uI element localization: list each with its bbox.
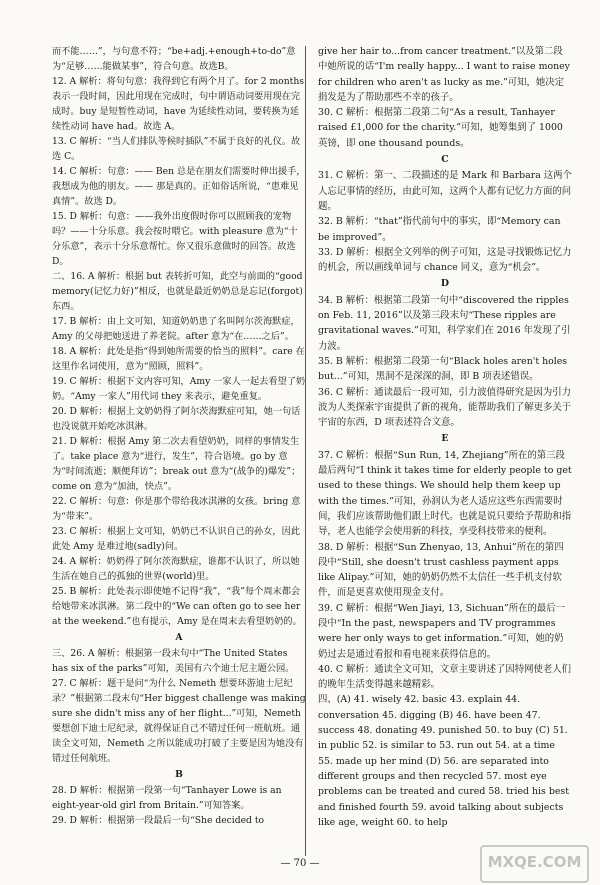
answer-item: 三、26. A 解析：根据第一段末句中“The United States has six of the parks”可知，美国有六个迪士尼主题公园。 (52, 648, 295, 674)
answer-item: 39. C 解析：根据“Wen Jiayi, 13, Sichuan”所在的最后一段中“In the past, newspapers and TV programmes were her only ways to get information.”可知，她的奶奶过去是通过看报和看电视来获得信息的。 (318, 602, 566, 660)
answer-item: 35. B 解析：根据第二段第一句“Black holes aren't holes but...”可知，黑洞不是深深的洞，即 B 项表述错误。 (318, 355, 568, 383)
answer-item: 30. C 解析：根据第二段第二句“As a result, Tanhayer raised £1,000 for the charity.”可知，她筹集到了 1000 英镑，即 one thousand pounds。 (318, 107, 563, 149)
answer-item: 24. A 解析：奶奶得了阿尔茨海默症，谁都不认识了，所以她生活在她自己的孤独的世界(world)里。 (52, 556, 300, 582)
page-number: — 70 — (280, 858, 320, 869)
answer-item: 四、(A) 41. wisely 42. basic 43. explain 44. conversation 45. digging (B) 46. have been 47. success 48. donating 49. punished 50. to buy (C) 51. in public 52. is similar to 53. run out 54. at a time 55. made up her mind (D) 56. are separated into different groups and then recycled 57. most eye problems can be treated and cured 58. tried his best and finished fourth 59. avoid talking about subjects like age, weight 60. to help (318, 694, 569, 828)
answer-item: 18. A 解析：此处是指“得到她所需要的恰当的照料”。care 在这里作名词使用，意为“照顾，照料”。 (52, 346, 305, 372)
answer-item: 28. D 解析：根据第一段第一句“Tanhayer Lowe is an eight-year-old girl from Britain.”可知答案。 (52, 785, 282, 811)
answer-item: 34. B 解析：根据第二段第一句中“discovered the ripples on Feb. 11, 2016”以及第三段末句“These ripples are gravitational waves.”可知，科学家们在 2016 年发现了引力波。 (318, 294, 571, 352)
answer-item: 二、16. A 解析：根据 but 表转折可知，此空与前面的“good memory(记忆力好)”相反，也就是最近奶奶总是忘记(forgot)东西。 (52, 271, 303, 312)
column-divider (305, 46, 306, 856)
answer-item: 23. C 解析：根据上文可知，奶奶已不认识自己的孙女，因此此处 Amy 是难过地(sadly)问。 (52, 526, 300, 552)
answer-item: 29. D 解析：根据第一段最后一句“She decided to (52, 815, 265, 826)
answer-item: 14. C 解析：句意：—— Ben 总是在朋友们需要时伸出援手，我想成为他的朋友。—— 那是真的。正如俗话所说，“患难见真情”。故选 D。 (52, 166, 306, 207)
answer-item: 而不能……”，与句意不符；“be+adj.+enough+to-do”意为“足够……能做某事”，符合句意。故选B。 (52, 46, 296, 72)
answer-item: 12. A 解析：将句句意：我得到它有两个月了。for 2 months 表示一段时间，因此用现在完成时，句中谓语动词要用现在完成时。buy 是短暂性动词，have 为延续性动词，要转换为延续性动词 have had。故选 A。 (52, 76, 304, 132)
answer-item: 36. C 解析：通读最后一段可知，引力波值得研究是因为引力波为人类探索宇宙提供了新的视角，能帮助我们了解更多关于宇宙的东西，D 项表述符合文意。 (318, 386, 572, 429)
section-heading: E (441, 433, 449, 445)
answer-item: 27. C 解析：题干是问“为什么 Nemeth 想要环游迪士尼纪录？”根据第二段末句“Her biggest challenge was making sure she didn't miss any of her flight...”可知，Nemeth 要想创下迪士尼纪录，就得保证自己不错过任何一班航班。通读全文可知，Nemeth 之所以能成功打破了主要是因为她没有错过任何航班。 (52, 678, 306, 764)
answer-item: 21. D 解析：根据 Amy 第二次去看望奶奶，同样的事情发生了。take place 意为“进行，发生”，符合语境。go by 意为“时间流逝；顺便拜访”；break out 意为“(战争的)爆发”；come on 意为“加油，快点”。 (52, 436, 301, 492)
answer-item: 32. B 解析：“that”指代前句中的事实，即“Memory can be improved”。 (318, 216, 561, 243)
answer-item: 33. D 解析：根据全文列举的例子可知，这是寻找锻炼记忆力的机会，所以画线单词与 chance 同义，意为“机会”。 (318, 246, 572, 274)
answer-item: 20. D 解析：根据上文奶奶得了阿尔茨海默症可知，她一句话也没说就开始吃冰淇淋。 (52, 406, 301, 432)
answer-item: 13. C 解析：“当人们排队等候时插队”不属于良好的礼仪。故选 C。 (52, 136, 301, 162)
answer-item: 19. C 解析：根据下文内容可知，Amy 一家人一起去看望了奶奶。“Amy 一家人”用代词 they 来表示，避免重复。 (52, 376, 306, 402)
left-column (52, 44, 306, 828)
answer-item: 38. D 解析：根据“Sun Zhenyao, 13, Anhui”所在的第四段中“Still, she doesn't trust cashless payment apps like Alipay.”可知，她的奶奶仍然不太信任一些手机支付软件，而是更喜欢使用现金支付。 (318, 541, 564, 599)
section-heading: C (441, 154, 449, 166)
section-heading: D (440, 278, 450, 290)
watermark-logo: MXQE.COM (480, 845, 589, 883)
answer-item: 22. C 解析：句意：你是那个带给我冰淇淋的女孩。bring 意为“带来”。 (52, 496, 301, 522)
answer-item: 40. C 解析：通读全文可知，文章主要讲述了因特网使老人们的晚年生活变得越来越精彩。 (318, 663, 572, 691)
right-column (318, 44, 572, 830)
section-heading: A (175, 632, 183, 643)
answer-item: 25. B 解析：此处表示即使她不记得“我”，“我”每个周末都会给她带来冰淇淋。第二段中的“We can often go to see her at the weekend.”也有提示，Amy 是在周末去看望奶奶的。 (52, 586, 302, 627)
section-heading: B (175, 769, 183, 780)
answer-item: give her hair to...from cancer treatment.”以及第二段中她所说的话“I'm really happy... I want to raise money for children who aren't as lucky as me.”可知，她决定捐发是为了帮助那些不幸的孩子。 (318, 46, 570, 103)
answer-item: 37. C 解析：根据“Sun Run, 14, Zhejiang”所在的第三段最后两句“I think it takes time for elderly people to get used to these things. We should help them keep up with the times.”可知，孙润认为老人适应这些东西需要时间，我们应该帮助他们跟上时代。也就是说只要给予帮助和指导，老人也能学会使用新的科技，享受科技带来的便利。 (318, 449, 572, 538)
answer-item: 17. B 解析：由上文可知，知道奶奶患了名叫阿尔茨海默症，Amy 的父母把她送进了养老院。after 意为“在……之后”。 (52, 316, 300, 342)
answer-item: 15. D 解析：句意：——我外出度假时你可以照顾我的宠物吗？——十分乐意。我会按时喂它。with pleasure 意为“十分乐意”，表示十分乐意帮忙。你又很乐意做时的回答。故选 D。 (52, 211, 298, 267)
answer-item: 31. C 解析：第一、二段描述的是 Mark 和 Barbara 这两个人忘记事情的经历，由此可知，这两个人都有记忆力方面的问题。 (318, 170, 572, 212)
